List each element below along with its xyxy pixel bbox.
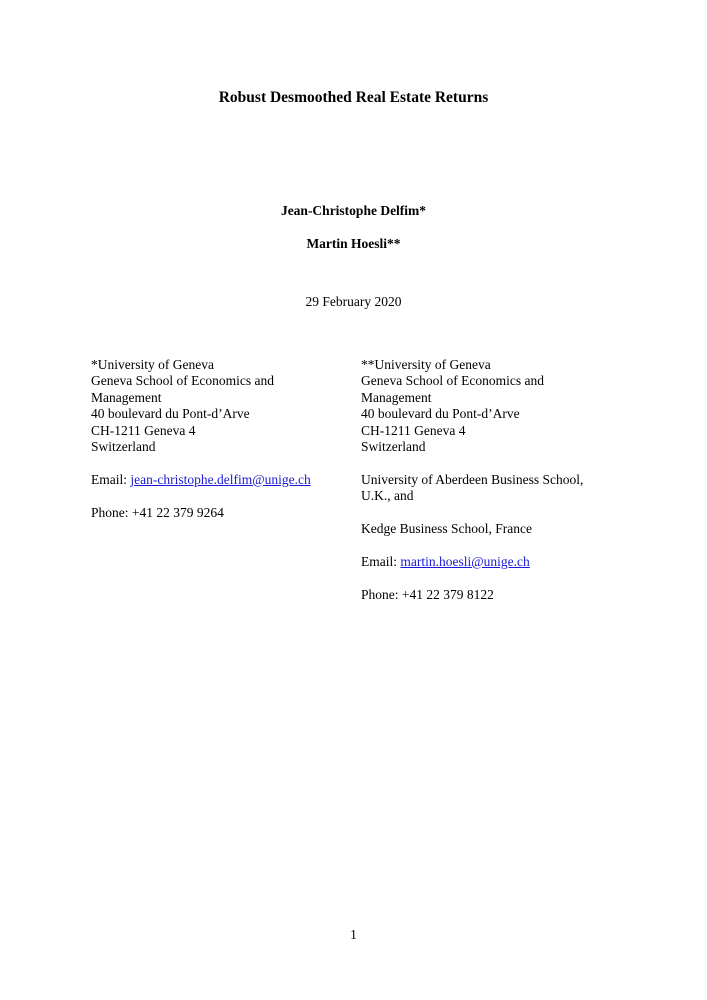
affiliation-line: Geneva School of Economics and	[91, 373, 274, 389]
email-link-hoesli[interactable]: martin.hoesli@unige.ch	[400, 553, 530, 569]
phone-text: Phone: +41 22 379 8122	[361, 586, 494, 602]
affiliation-left	[91, 357, 341, 521]
author-hoesli: Martin Hoesli**	[306, 236, 401, 251]
affiliation-line: Management	[91, 389, 162, 405]
page-number: 1	[350, 927, 357, 942]
affiliation-line: Management	[361, 389, 432, 405]
affiliation-line: CH-1211 Geneva 4	[361, 422, 466, 438]
affiliation-line: *University of Geneva	[91, 357, 214, 372]
affiliation-line: Kedge Business School, France	[361, 521, 532, 537]
affiliation-line: University of Aberdeen Business School,	[361, 471, 584, 487]
email-link-delfim[interactable]: jean-christophe.delfim@unige.ch	[130, 471, 311, 487]
affiliation-line: Geneva School of Economics and	[361, 373, 544, 389]
paper-date: 29 February 2020	[305, 294, 402, 309]
affiliation-line: 40 boulevard du Pont-d’Arve	[91, 406, 250, 422]
affiliation-line: **University of Geneva	[361, 357, 491, 372]
affiliation-line: 40 boulevard du Pont-d’Arve	[361, 406, 520, 422]
affiliation-right	[361, 357, 621, 603]
affiliation-line: CH-1211 Geneva 4	[91, 422, 196, 438]
paper-title: Robust Desmoothed Real Estate Returns	[218, 89, 489, 106]
email-label: Email:	[361, 553, 401, 569]
phone-text: Phone: +41 22 379 9264	[91, 504, 224, 520]
author-delfim: Jean-Christophe Delfim*	[280, 203, 427, 218]
affiliation-line: U.K., and	[361, 488, 414, 504]
email-row	[91, 472, 341, 488]
affiliation-line: Switzerland	[91, 439, 156, 455]
email-row	[361, 554, 621, 570]
affiliation-line: Switzerland	[361, 439, 426, 455]
email-label: Email:	[91, 471, 131, 487]
